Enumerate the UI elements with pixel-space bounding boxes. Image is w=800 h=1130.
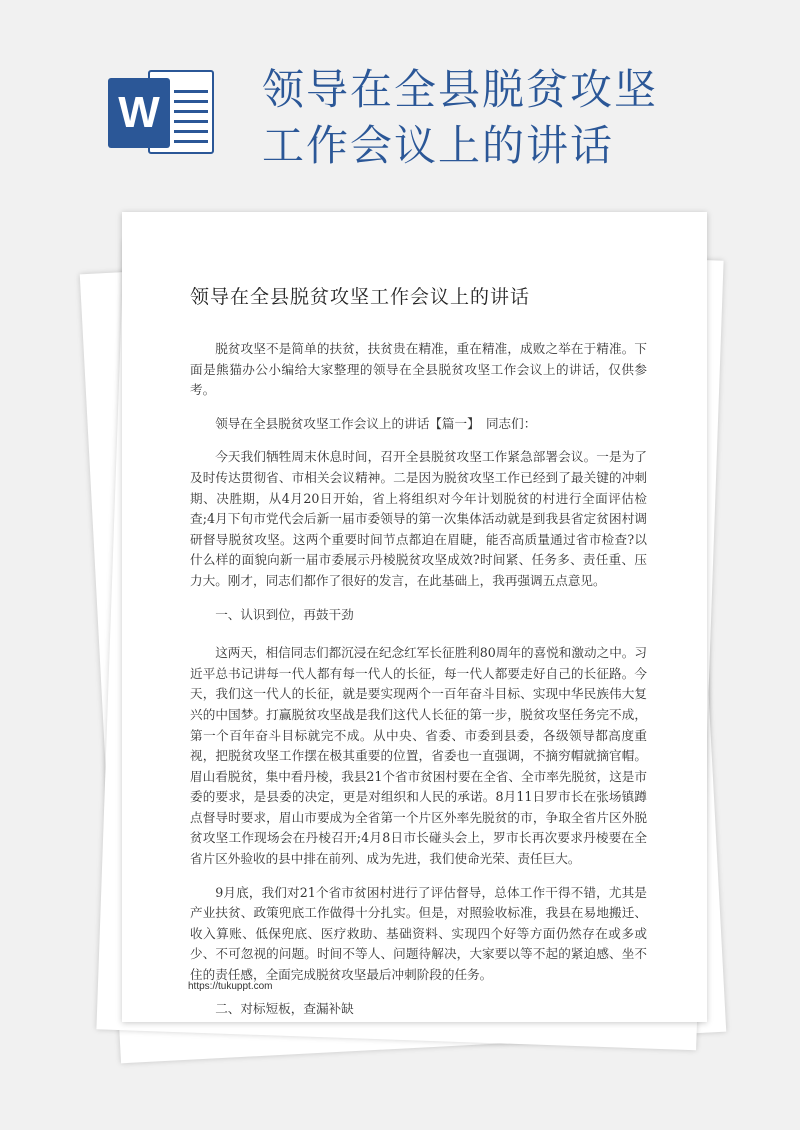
footer-url[interactable]: https://tukuppt.com — [188, 981, 273, 992]
section-subtitle: 领导在全县脱贫攻坚工作会议上的讲话【篇一】 同志们： — [215, 415, 537, 431]
word-letter-badge: W — [108, 78, 170, 148]
body-paragraph: 今天我们牺牲周末休息时间，召开全县脱贫攻坚工作紧急部署会议。一是为了及时传达贯彻省、市相关会议精神。二是因为脱贫攻坚工作已经到了最关键的冲刺期、决胜期，从4月20日开始，省上将组织对今年计划脱贫的村进行全面评估检查;4月下旬市党代会后新一届市委领导的第一次集体活动就是到我县省定贫困村调研督导脱贫攻坚。这两个重要时间节点都迫在眉睫，能否高质量通过省市检查?以什么样的面貌向新一届市委展示丹棱脱贫攻坚成效?时间紧、任务多、责任重、压力大。刚才，同志们都作了很好的发言，在此基础上，我再强调五点意见。 — [190, 449, 647, 588]
section-heading: 一、认识到位，再鼓干劲 — [215, 606, 354, 622]
document-page — [122, 212, 707, 1022]
page-title: 领导在全县脱贫攻坚工作会议上的讲话 — [262, 65, 659, 170]
section-heading: 二、对标短板，查漏补缺 — [215, 1000, 354, 1016]
header — [0, 0, 800, 200]
body-paragraph: 这两天，相信同志们都沉浸在纪念红军长征胜利80周年的喜悦和激动之中。习近平总书记讲每一代人都有每一代人的长征，每一代人都要走好自己的长征路。今天，我们这一代人的长征，就是要实现两个一百年奋斗目标、实现中华民族伟大复兴的中国梦。打赢脱贫攻坚战是我们这代人长征的第一步，脱贫攻坚任务完不成，第一个百年奋斗目标就完不成。从中央、省委、市委到县委，各级领导都高度重视，把脱贫攻坚工作摆在极其重要的位置，省委也一直强调，不摘穷帽就摘官帽。眉山看脱贫，集中看丹棱，我县21个省市贫困村要在全省、全市率先脱贫，这是市委的要求，是县委的决定，更是对组织和人民的承诺。8月11日罗市长在张场镇蹲点督导时要求，眉山市要成为全省第一个片区外率先脱贫的市，争取全省片区外脱贫攻坚工作现场会在丹棱召开;4月8日市长碰头会上，罗市长再次要求丹棱要在全省片区外验收的县中排在前列、成为先进，我们使命光荣、责任巨大。 — [190, 645, 647, 867]
intro-paragraph: 脱贫攻坚不是简单的扶贫，扶贫贵在精准，重在精准，成败之举在于精准。下面是熊猫办公小编给大家整理的领导在全县脱贫攻坚工作会议上的讲话，仅供参考。 — [190, 341, 647, 398]
document-title: 领导在全县脱贫攻坚工作会议上的讲话 — [190, 286, 531, 308]
word-document-icon — [108, 64, 218, 160]
body-paragraph: 9月底，我们对21个省市贫困村进行了评估督导，总体工作干得不错，尤其是产业扶贫、政策兜底工作做得十分扎实。但是，对照验收标准，我县在易地搬迁、收入算账、低保兜底、医疗救助、基础资料、实现四个好等方面仍然存在或多或少、不可忽视的问题。时间不等人、问题待解决，大家要以等不起的紧迫感、坐不住的责任感，全面完成脱贫攻坚最后冲刺阶段的任务。 — [190, 884, 647, 983]
